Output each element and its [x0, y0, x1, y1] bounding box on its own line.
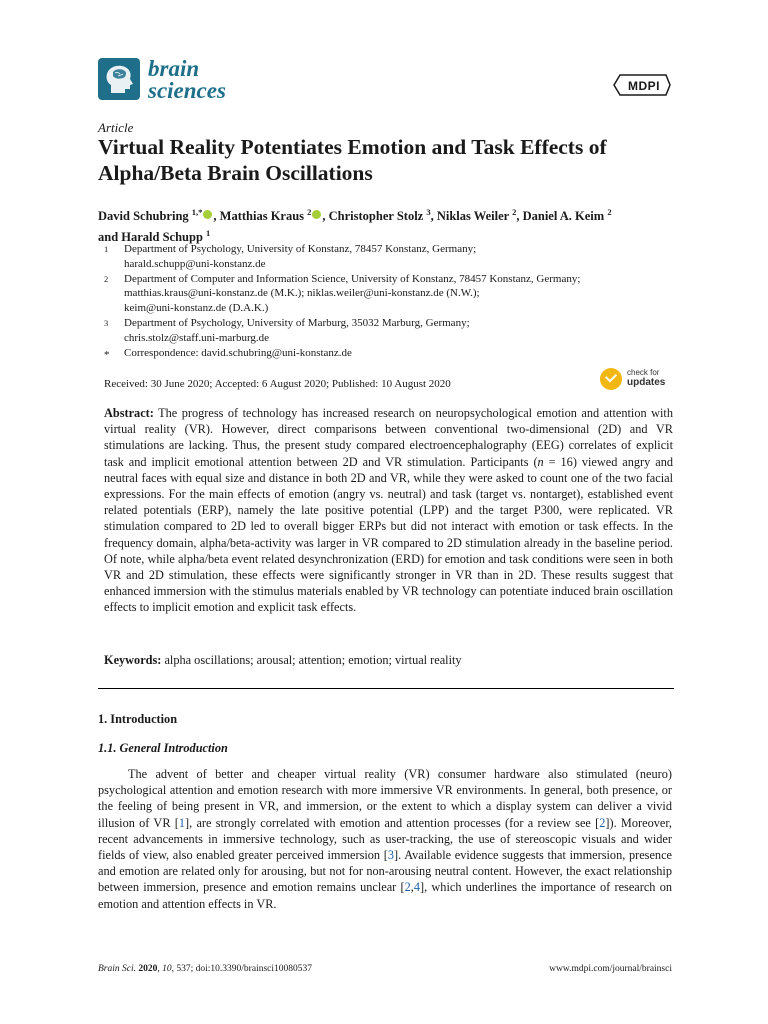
- author: [98, 209, 220, 223]
- journal-name-line2: sciences: [148, 78, 226, 103]
- author-affiliation-mark: 3: [426, 207, 431, 217]
- abstract-n-symbol: n: [537, 454, 544, 469]
- author-separator: ,: [430, 209, 437, 224]
- intro-text-3: ]). Moreover, recent advancements in immersive technology, such as user-tracking, the use of stereoscopic visuals and wider fields of view, also enabled greater perceived immersion [: [98, 815, 672, 863]
- citation-link[interactable]: 2: [599, 815, 606, 830]
- journal-name-line1: brain: [148, 56, 200, 81]
- affiliation-line: Department of Psychology, University of Marburg, 35032 Marburg, Germany;: [124, 316, 470, 329]
- author: [437, 209, 523, 223]
- author-name: and Harald Schupp: [98, 230, 203, 245]
- footer-journal-abbr: Brain Sci.: [98, 964, 136, 974]
- author-name: Daniel A. Keim: [522, 209, 605, 224]
- check-icon: [600, 368, 622, 390]
- author-affiliation-mark: 2: [307, 207, 312, 217]
- citation-link[interactable]: 4: [413, 880, 421, 895]
- affiliation-line: harald.schupp@uni-konstanz.de: [124, 257, 266, 270]
- author: [220, 209, 329, 223]
- abstract-text-a: The progress of technology has increased research on neuropsychological emotion and attention with virtual reality (VR). However, direct comparisons between conventional two-dimensional (2D) and VR stimulations are lacking. Thus, the present study compared electroencephalography (EEG) correlates of explicit task and implicit emotional attention between 2D and VR stimulation. Participants (: [104, 406, 673, 469]
- author-list: [98, 204, 678, 246]
- affiliation-line: keim@uni-konstanz.de (D.A.K.): [124, 302, 269, 315]
- intro-text-5: ], which underlines the importance of research on emotion and attention effects in VR.: [98, 880, 672, 911]
- section-heading: 1. Introduction: [98, 712, 178, 726]
- citation-link[interactable]: 2: [404, 880, 411, 895]
- footer-doi: , 537; doi:10.3390/brainsci10080537: [171, 964, 313, 974]
- paper-title: Virtual Reality Potentiates Emotion and Task Effects of Alpha/Beta Brain Oscillations: [98, 135, 607, 185]
- affiliation-line: Correspondence: david.schubring@uni-konstanz.de: [124, 346, 352, 359]
- affiliation: [104, 242, 674, 272]
- author-affiliation-mark: 2: [512, 207, 517, 217]
- citation-separator: ,: [410, 880, 414, 895]
- author-separator: ,: [516, 209, 523, 224]
- publisher-name: MDPI: [628, 79, 660, 93]
- author-affiliation-mark: 1,*: [191, 207, 203, 217]
- intro-text-2: ], are strongly correlated with emotion and attention processes (for a review see [: [185, 815, 600, 830]
- subsection-heading: 1.1. General Introduction: [98, 741, 228, 755]
- affiliation-line: chris.stolz@staff.uni-marburg.de: [124, 331, 270, 344]
- citation-link[interactable]: 3: [387, 848, 395, 863]
- author-separator: ,: [213, 209, 220, 224]
- author-affiliation-mark: 1: [206, 228, 211, 239]
- section-divider: [98, 688, 674, 689]
- intro-text-1: The advent of better and cheaper virtual reality (VR) consumer hardware also stimulated (neuro) psychological attention and emotion research with more immersive VR environments. In general, both presence, or the feeling of being present in VR, and immersion, or the extent to which a display system can deliver a vivid illusion of VR [: [98, 767, 672, 830]
- author-separator: ,: [322, 209, 329, 224]
- check-updates-line2: updates: [627, 377, 666, 388]
- journal-name: [148, 58, 226, 102]
- affiliation-line: Department of Psychology, University of Konstanz, 78457 Konstanz, Germany;: [124, 243, 477, 255]
- abstract-text-b: = 16) viewed angry and neutral faces with equal size and distance in both 2D and VR, while they were asked to count one of the two facial expressions. For the main effects of emotion (angry vs. neutral) and task (target vs. nontarget), established event related potentials (ERP), namely the late positive potential (LPP) and the target P300, were replicated. VR stimulation compared to 2D led to overall bigger ERPs but did not interact with emotion or task effects. In the frequency domain, alpha/beta-activity was larger in VR compared to 2D stimulation already in the baseline period. Of note, while alpha/beta event related desynchronization (ERD) for emotion and task conditions were seen in both VR and 2D stimulation, these effects were significantly stronger in VR than in 2D. These results suggest that enhanced immersion with the stimulus materials enabled by VR technology can potentiate induced brain oscillation effects to implicit emotion and explicit task effects.: [104, 454, 673, 615]
- citation-link[interactable]: 1: [178, 815, 186, 830]
- abstract: [104, 405, 673, 616]
- affiliation: [104, 272, 674, 316]
- affiliation: [104, 316, 674, 346]
- intro-text-4: ]. Available evidence suggests that immersion, presence and emotion are related only for arousing, but not for non-arousing neutral content. However, the exact relationship between immersion, presence and emotion remains unclear [: [98, 848, 672, 895]
- footer-citation: Brain Sci. 2020, 10, 537; doi:10.3390/brainsci10080537: [98, 964, 313, 974]
- affiliation-list: [104, 242, 674, 360]
- abstract-label: Abstract:: [104, 406, 154, 420]
- affiliation-mark: 2: [104, 273, 109, 284]
- affiliation-line: Department of Computer and Information Science, University of Konstanz, 78457 Konstanz, Germany;: [124, 272, 581, 285]
- affiliation-line: matthias.kraus@uni-konstanz.de (M.K.); niklas.weiler@uni-konstanz.de (N.W.);: [124, 287, 480, 300]
- footer-volume: 10: [162, 964, 172, 974]
- check-updates-line1: check for: [627, 368, 660, 377]
- journal-logo: [98, 58, 140, 100]
- author-name: Niklas Weiler: [436, 209, 509, 224]
- affiliation-mark: 1: [104, 244, 109, 254]
- affiliation-mark: *: [104, 348, 110, 361]
- intro-paragraph: [98, 766, 672, 912]
- author: [523, 209, 612, 223]
- author-affiliation-mark: 2: [607, 207, 612, 217]
- publication-dates: Received: 30 June 2020; Accepted: 6 August 2020; Published: 10 August 2020: [104, 378, 451, 390]
- keywords: [104, 652, 673, 668]
- footer-year: 2020: [138, 964, 158, 974]
- affiliation-mark: 3: [104, 317, 109, 328]
- footer-journal-url[interactable]: www.mdpi.com/journal/brainsci: [549, 964, 672, 974]
- check-for-updates-button[interactable]: [600, 366, 674, 394]
- affiliation: [104, 346, 674, 361]
- author-name: Matthias Kraus: [219, 209, 305, 224]
- author-name: Christopher Stolz: [328, 209, 424, 224]
- article-type: Article: [98, 120, 134, 135]
- author-name: David Schubring: [98, 209, 189, 224]
- keywords-label: Keywords:: [104, 653, 162, 667]
- head-brain-icon: [101, 61, 137, 97]
- orcid-icon[interactable]: [312, 210, 321, 219]
- author: [329, 209, 437, 223]
- keywords-text: alpha oscillations; arousal; attention; emotion; virtual reality: [164, 653, 462, 667]
- orcid-icon[interactable]: [203, 210, 212, 219]
